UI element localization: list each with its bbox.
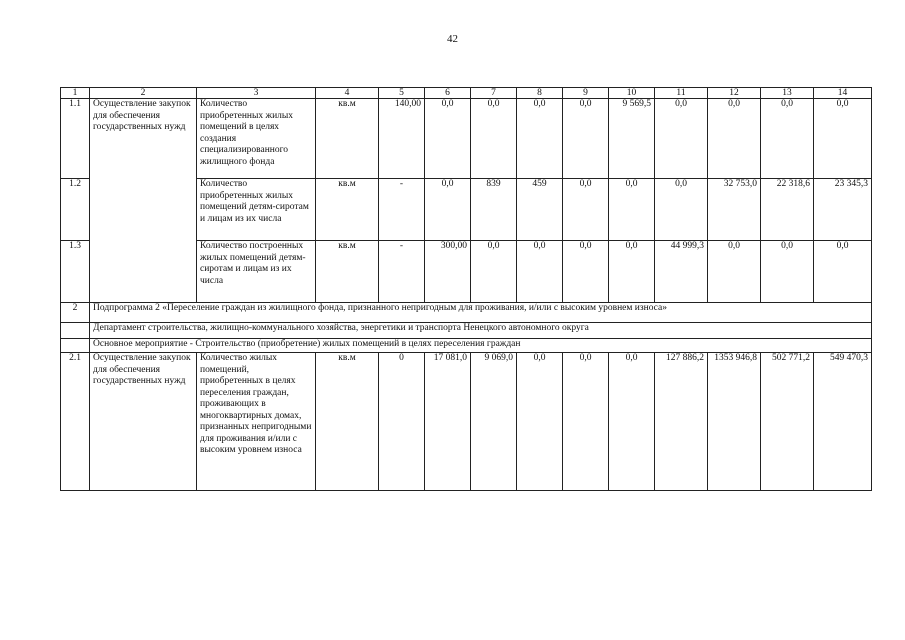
row-number: 1.1 xyxy=(61,99,90,179)
header-cell: 9 xyxy=(563,88,609,99)
value-cell: 9 069,0 xyxy=(471,353,517,491)
value-cell: 0,0 xyxy=(471,99,517,179)
activity-cell: Осуществление закупок для обеспечения государственных нужд xyxy=(90,353,197,491)
main-activity-row xyxy=(61,339,872,353)
indicator-cell: Количество жилых помещений, приобретенных в целях переселения граждан, проживающих в многоквартирных домах, признанных непригодными для проживания и/или с высоким уровнем износа xyxy=(197,353,316,491)
value-cell: 1353 946,8 xyxy=(708,353,761,491)
value-cell: 0,0 xyxy=(609,241,655,303)
empty-cell xyxy=(61,339,90,353)
department-title: Департамент строительства, жилищно-коммунального хозяйства, энергетики и транспорта Ненецкого автономного округа xyxy=(90,323,872,339)
header-cell: 8 xyxy=(517,88,563,99)
value-cell: 0,0 xyxy=(563,99,609,179)
value-cell: 0,0 xyxy=(517,99,563,179)
header-cell: 4 xyxy=(316,88,379,99)
value-cell: - xyxy=(379,179,425,241)
value-cell: 0,0 xyxy=(814,241,872,303)
value-cell: 0,0 xyxy=(761,241,814,303)
value-cell: 0,0 xyxy=(708,241,761,303)
header-cell: 1 xyxy=(61,88,90,99)
value-cell: 0,0 xyxy=(563,179,609,241)
value-cell: 17 081,0 xyxy=(425,353,471,491)
value-cell: 0,0 xyxy=(425,99,471,179)
value-cell: 0,0 xyxy=(609,179,655,241)
activity-cell: Осуществление закупок для обеспечения государственных нужд xyxy=(90,99,197,303)
value-cell: 459 xyxy=(517,179,563,241)
unit-cell: кв.м xyxy=(316,241,379,303)
header-row xyxy=(61,88,872,99)
value-cell: 0,0 xyxy=(563,241,609,303)
table-row xyxy=(61,99,872,179)
header-cell: 6 xyxy=(425,88,471,99)
row-number: 1.3 xyxy=(61,241,90,303)
value-cell: 0,0 xyxy=(517,353,563,491)
value-cell: 0 xyxy=(379,353,425,491)
department-row xyxy=(61,323,872,339)
value-cell: 0,0 xyxy=(655,99,708,179)
value-cell: 0,0 xyxy=(761,99,814,179)
unit-cell: кв.м xyxy=(316,353,379,491)
unit-cell: кв.м xyxy=(316,179,379,241)
indicator-cell: Количество приобретенных жилых помещений в целях создания специализированного жилищного фонда xyxy=(197,99,316,179)
value-cell: 0,0 xyxy=(563,353,609,491)
subprogram-row xyxy=(61,303,872,323)
value-cell: 0,0 xyxy=(609,353,655,491)
header-cell: 3 xyxy=(197,88,316,99)
indicators-table xyxy=(60,87,872,491)
value-cell: 44 999,3 xyxy=(655,241,708,303)
value-cell: 0,0 xyxy=(517,241,563,303)
value-cell: 0,0 xyxy=(655,179,708,241)
value-cell: 140,00 xyxy=(379,99,425,179)
header-cell: 14 xyxy=(814,88,872,99)
main-activity-title: Основное мероприятие - Строительство (приобретение) жилых помещений в целях переселения граждан xyxy=(90,339,872,353)
value-cell: 839 xyxy=(471,179,517,241)
table-row xyxy=(61,353,872,491)
value-cell: 300,00 xyxy=(425,241,471,303)
value-cell: 23 345,3 xyxy=(814,179,872,241)
value-cell: 9 569,5 xyxy=(609,99,655,179)
value-cell: 502 771,2 xyxy=(761,353,814,491)
value-cell: 0,0 xyxy=(708,99,761,179)
value-cell: 0,0 xyxy=(814,99,872,179)
header-cell: 7 xyxy=(471,88,517,99)
row-number: 2.1 xyxy=(61,353,90,491)
value-cell: 549 470,3 xyxy=(814,353,872,491)
page-number: 42 xyxy=(447,33,458,45)
header-cell: 10 xyxy=(609,88,655,99)
value-cell: 0,0 xyxy=(471,241,517,303)
row-number: 2 xyxy=(61,303,90,323)
value-cell: 32 753,0 xyxy=(708,179,761,241)
header-cell: 2 xyxy=(90,88,197,99)
empty-cell xyxy=(61,323,90,339)
indicator-cell: Количество построенных жилых помещений детям-сиротам и лицам из их числа xyxy=(197,241,316,303)
row-number: 1.2 xyxy=(61,179,90,241)
header-cell: 5 xyxy=(379,88,425,99)
subprogram-title: Подпрограмма 2 «Переселение граждан из жилищного фонда, признанного непригодным для проживания, и/или с высоким уровнем износа» xyxy=(90,303,872,323)
value-cell: - xyxy=(379,241,425,303)
header-cell: 12 xyxy=(708,88,761,99)
unit-cell: кв.м xyxy=(316,99,379,179)
value-cell: 22 318,6 xyxy=(761,179,814,241)
header-cell: 11 xyxy=(655,88,708,99)
header-cell: 13 xyxy=(761,88,814,99)
value-cell: 127 886,2 xyxy=(655,353,708,491)
value-cell: 0,0 xyxy=(425,179,471,241)
indicator-cell: Количество приобретенных жилых помещений детям-сиротам и лицам из их числа xyxy=(197,179,316,241)
